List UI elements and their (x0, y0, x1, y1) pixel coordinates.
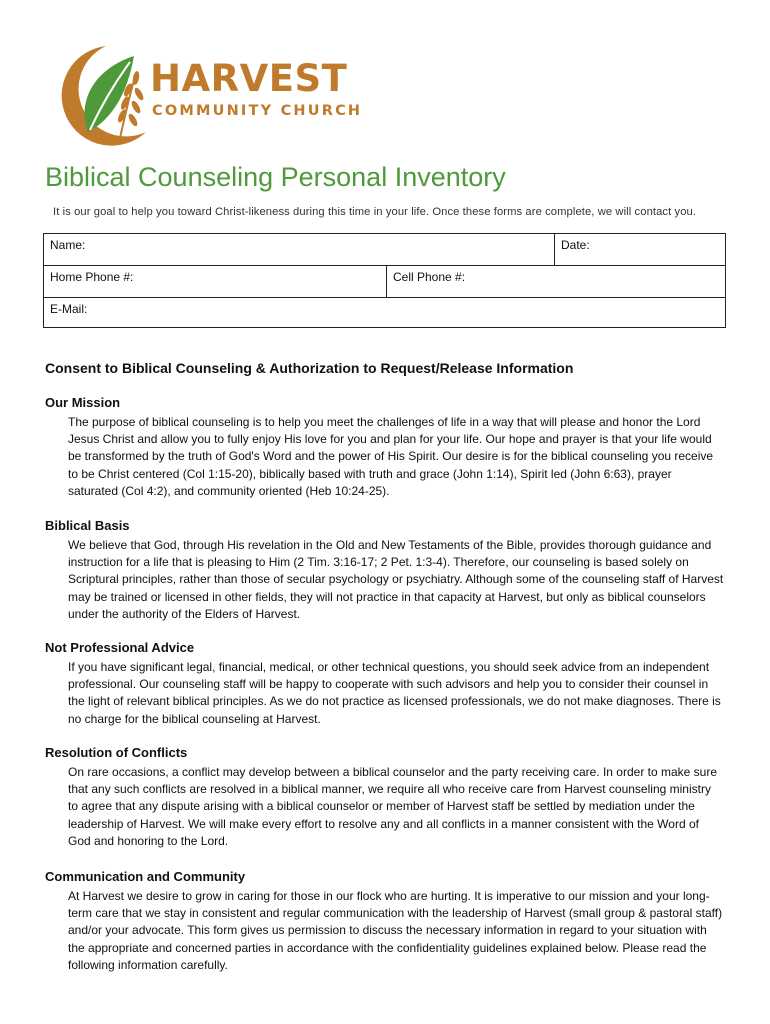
section-text-communication: At Harvest we desire to grow in caring for those in our flock who are hurting. It is imperative to our mission and your long-term care that we stay in consistent and regular communication with the leadership of Harvest (small group & pastoral staff) and/or your advocate. This form gives us permission to discuss the necessary information in regard to your situation with the appropriate and concerned parties in accordance with the confidentiality guidelines explained below. Please read the following information carefully. (68, 889, 723, 972)
cell-phone-label: Cell Phone #: (393, 270, 466, 284)
cell-phone-field[interactable] (386, 266, 725, 297)
consent-heading: Consent to Biblical Counseling & Authorization to Request/Release Information (45, 360, 574, 376)
email-field[interactable] (44, 298, 725, 328)
section-heading-biblical-basis: Biblical Basis (45, 518, 130, 533)
home-phone-field[interactable] (44, 266, 386, 297)
date-label: Date: (561, 238, 590, 252)
section-text-mission: The purpose of biblical counseling is to help you meet the challenges of life in a way that will please and honor the Lord Jesus Christ and allow you to fully enjoy His love for you and plan for your life. Our hope and prayer is that your life would be transformed by the truth of God's Word and the power of His Spirit. Our desire is for the biblical counseling you receive to be Christ centered (Col 1:15-20), biblically based with truth and grace (John 1:14), Spirit led (John 6:63), prayer saturated (Col 4:2), and community oriented (Heb 10:24-25). (68, 415, 714, 498)
form-row-name (44, 234, 725, 266)
section-heading-communication: Communication and Community (45, 869, 246, 884)
page-subtitle: It is our goal to help you toward Christ-likeness during this time in your life. Once these forms are complete, we will contact you. (53, 206, 697, 218)
section-text-conflicts: On rare occasions, a conflict may develop between a biblical counselor and the party receiving care. In order to make sure that any such conflicts are resolved in a biblical manner, we require all who receive care from Harvest counseling ministry to agree that any dispute arising with a biblical counselor or member of Harvest staff be settled by mediation under the leadership of Harvest. We will make every effort to resolve any and all conflicts in a manner consistent with the Word of God and honoring to the Lord. (68, 765, 718, 848)
name-label: Name: (50, 238, 86, 252)
name-field[interactable] (44, 234, 554, 265)
logo-name: HARVEST (150, 57, 348, 100)
section-heading-professional-advice: Not Professional Advice (45, 640, 195, 655)
email-label: E-Mail: (50, 302, 88, 316)
contact-form (43, 233, 726, 328)
section-heading-mission: Our Mission (45, 395, 121, 410)
form-row-phone (44, 266, 725, 298)
section-text-professional-advice: If you have significant legal, financial, medical, or other technical questions, you should seek advice from an independent professional. Our counseling staff will be happy to cooperate with such advisors and help you to consider their counsel in the light of relevant biblical principles. As we do not practice as licensed professionals, we do not make diagnoses. There is no charge for the biblical counseling at Harvest. (68, 660, 721, 726)
form-row-email (44, 298, 725, 328)
logo-subname: COMMUNITY CHURCH (152, 103, 363, 119)
section-heading-conflicts: Resolution of Conflicts (45, 745, 188, 760)
home-phone-label: Home Phone #: (50, 270, 134, 284)
section-text-biblical-basis: We believe that God, through His revelation in the Old and New Testaments of the Bible, provides thorough guidance and instruction for a life that is pleasing to Him (2 Tim. 3:16-17; 2 Pet. 1:3-4). Therefore, our counseling is based solely on Scriptural principles, rather than those of secular psychology or psychiatry. Although some of the counseling staff of Harvest may be trained or licensed in other fields, they will not practice in that capacity at Harvest, but only as biblical counselors under the authority of the Elders of Harvest. (68, 538, 724, 621)
page-title: Biblical Counseling Personal Inventory (45, 162, 506, 192)
date-field[interactable] (554, 234, 725, 265)
